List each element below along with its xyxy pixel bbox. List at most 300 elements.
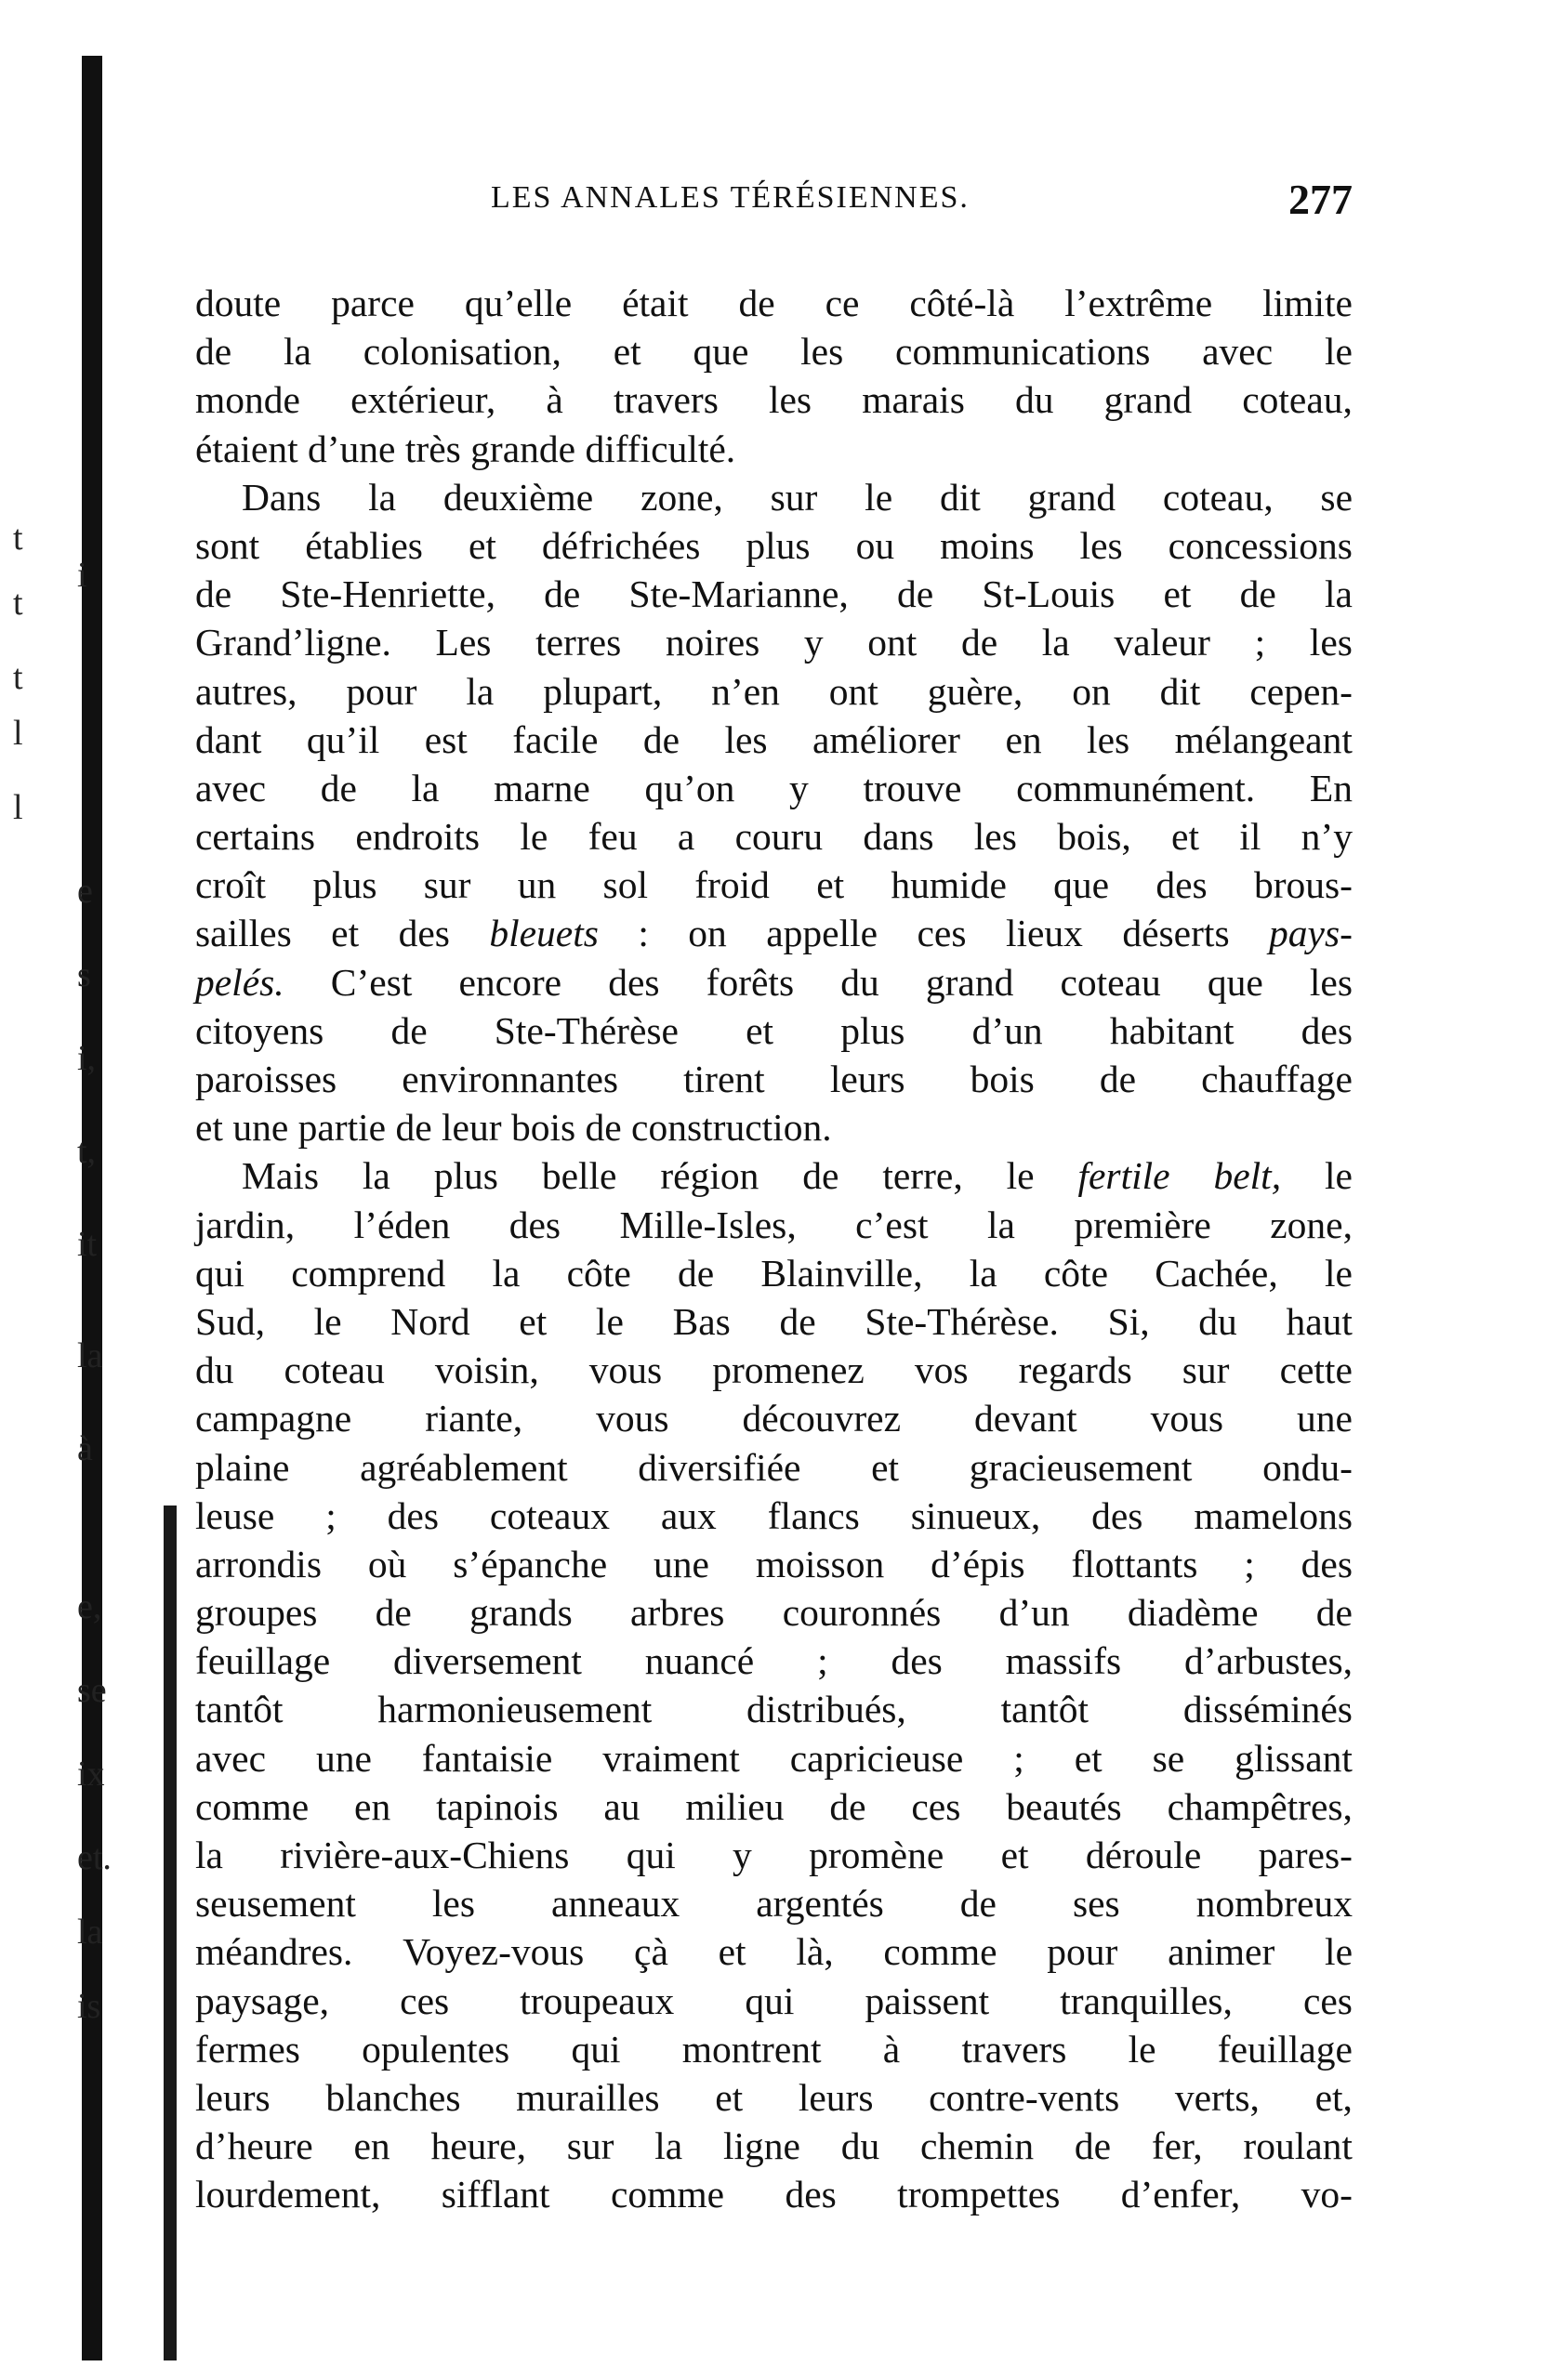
word: dans: [863, 815, 934, 859]
word: côté-là: [909, 282, 1015, 324]
text-line: [195, 1927, 1353, 1976]
text-line: [195, 2025, 1353, 2073]
word: première: [1074, 1203, 1211, 1246]
word: Mille-Isles,: [619, 1203, 797, 1246]
word: la: [986, 1203, 1015, 1246]
word: et: [1074, 1736, 1103, 1780]
word: ces: [917, 912, 967, 955]
word: sur: [770, 475, 818, 519]
word: bois: [970, 1058, 1035, 1100]
word: ces: [1302, 1979, 1353, 2022]
page-header: [195, 175, 1353, 230]
word: les: [1309, 621, 1353, 664]
word: arrondis: [195, 1542, 322, 1585]
word: nombreux: [1195, 1882, 1353, 1926]
word: les: [768, 378, 812, 422]
text-line: [195, 1055, 1353, 1103]
word: ;: [817, 1639, 828, 1683]
word: vos: [914, 1348, 969, 1392]
word: dant: [195, 717, 262, 761]
gutter-fragment: t: [13, 519, 23, 558]
word: des: [785, 2173, 837, 2216]
word: les: [973, 815, 1017, 859]
gutter-fragment: t,: [77, 1132, 97, 1171]
word: montrent: [681, 2027, 822, 2071]
word: bois: [510, 1106, 586, 1150]
word: Blainville,: [760, 1251, 923, 1295]
word: améliorer: [812, 717, 960, 761]
word: grande: [470, 427, 586, 470]
word: St-Louis: [982, 572, 1116, 616]
word: très: [404, 427, 471, 470]
text-line: [195, 1006, 1353, 1055]
text-line: [195, 909, 1353, 957]
text-line: [195, 764, 1353, 812]
word: coteau: [1060, 960, 1161, 1004]
word: les: [1087, 717, 1130, 761]
word: la: [492, 1251, 521, 1295]
word: tantôt: [1000, 1688, 1089, 1731]
word: dit: [939, 475, 981, 519]
word: Bas: [672, 1299, 731, 1343]
word: et: [468, 523, 496, 567]
word: Sud,: [195, 1299, 265, 1343]
word: ont: [867, 621, 918, 664]
word: travers: [961, 2027, 1067, 2071]
word: Ste-Thérèse: [494, 1008, 679, 1052]
word: fertile: [1077, 1154, 1170, 1198]
word: avec: [195, 766, 267, 809]
word: des: [1155, 863, 1208, 907]
word: de: [395, 1106, 442, 1150]
word: des: [398, 912, 450, 955]
word: harmonieusement: [377, 1688, 653, 1731]
word: cette: [1279, 1348, 1353, 1392]
word: belle: [541, 1154, 617, 1198]
word: ;: [325, 1493, 337, 1537]
word: leurs: [798, 2075, 874, 2119]
word: forêts: [706, 960, 795, 1004]
running-title: LES ANNALES TÉRÉSIENNES.: [491, 180, 970, 215]
word: les: [724, 717, 768, 761]
text-line: [195, 375, 1353, 424]
word: plus: [840, 1008, 905, 1052]
word: massifs: [1005, 1639, 1122, 1683]
word: diadème: [1127, 1591, 1259, 1635]
word: le: [1128, 2027, 1156, 2071]
word: et: [715, 2075, 744, 2119]
word: qu’il: [306, 717, 380, 761]
word: région: [660, 1154, 759, 1198]
word: construction.: [631, 1106, 832, 1150]
word: la: [1041, 621, 1070, 664]
word: est: [424, 717, 468, 761]
word: du: [840, 2124, 880, 2168]
word: pays-: [1269, 912, 1353, 955]
word: vous: [588, 1348, 663, 1392]
word: et: [1171, 815, 1199, 859]
word: qui: [571, 2027, 621, 2071]
word: beautés: [1006, 1784, 1122, 1828]
word: Voyez-vous: [403, 1930, 585, 1974]
word: plus: [433, 1154, 498, 1198]
word: leur: [442, 1106, 511, 1150]
word: paysage,: [195, 1979, 330, 2022]
word: plus: [312, 863, 377, 907]
word: voisin,: [434, 1348, 539, 1392]
text-line: [195, 570, 1353, 618]
word: belt,: [1213, 1154, 1282, 1198]
word: et: [519, 1299, 548, 1343]
word: les: [1079, 523, 1123, 567]
word: parce: [331, 282, 415, 324]
word: deuxième: [442, 475, 594, 519]
word: de: [544, 572, 581, 616]
word: jardin,: [195, 1203, 296, 1246]
text-line: [195, 958, 1353, 1006]
word: trompettes: [897, 2173, 1061, 2216]
text-line: [195, 618, 1353, 666]
word: promène: [809, 1834, 944, 1876]
word: feuillage: [195, 1639, 331, 1683]
text-line: [195, 1201, 1353, 1249]
text-line: [195, 1977, 1353, 2025]
word: se: [1152, 1736, 1185, 1780]
word: de: [959, 1882, 997, 1926]
gutter-fragment: la: [77, 1913, 103, 1952]
word: promenez: [712, 1348, 865, 1392]
word: :: [638, 912, 649, 955]
word: cepen-: [1249, 669, 1353, 713]
word: humide: [891, 863, 1007, 907]
word: plus: [746, 523, 811, 567]
word: opulentes: [362, 2027, 510, 2071]
word: à: [546, 378, 563, 422]
word: ces: [911, 1784, 961, 1828]
word: le: [595, 1299, 624, 1343]
word: étaient: [195, 427, 308, 470]
word: la: [195, 1834, 223, 1876]
word: déserts: [1122, 912, 1230, 955]
word: s’épanche: [453, 1542, 608, 1585]
text-line: [195, 861, 1353, 909]
word: des: [891, 1639, 943, 1683]
word: le: [1006, 1154, 1035, 1198]
word: en: [353, 2124, 390, 2168]
word: terres: [535, 621, 622, 664]
word: les: [1309, 960, 1353, 1004]
gutter-fragment: s: [77, 955, 91, 994]
word: ou: [855, 523, 895, 567]
word: des: [608, 960, 660, 1004]
gutter-fragment: e: [77, 872, 93, 911]
word: vous: [596, 1397, 669, 1440]
word: autres,: [195, 669, 297, 713]
word: roulant: [1243, 2124, 1353, 2168]
word: des: [1091, 1493, 1143, 1537]
word: l’éden: [353, 1203, 451, 1246]
word: un: [517, 863, 557, 907]
word: sinueux,: [910, 1493, 1041, 1537]
word: le: [1325, 1930, 1353, 1974]
word: la: [1324, 572, 1353, 616]
gutter-fragment: it: [77, 1225, 98, 1264]
text-line: [195, 2122, 1353, 2170]
word: coteaux: [489, 1493, 610, 1537]
word: de: [375, 1591, 412, 1635]
word: de: [585, 1106, 632, 1150]
word: marne: [494, 766, 590, 809]
word: et: [1163, 572, 1192, 616]
word: heure,: [430, 2124, 526, 2168]
text-line: [195, 521, 1353, 570]
word: certains: [195, 815, 316, 859]
word: mamelons: [1194, 1493, 1353, 1537]
word: le: [1324, 1251, 1353, 1295]
word: coteau,: [1242, 378, 1353, 422]
word: les: [431, 1882, 475, 1926]
word: sol: [602, 863, 648, 907]
word: En: [1309, 766, 1353, 809]
word: argentés: [756, 1882, 884, 1926]
word: la: [969, 1251, 997, 1295]
word: difficulté.: [585, 427, 736, 470]
word: leurs: [829, 1058, 905, 1100]
binding-shadow-inner: [164, 1506, 177, 2360]
text-line: [195, 1540, 1353, 1588]
word: et: [1000, 1834, 1029, 1876]
word: sur: [423, 863, 471, 907]
word: Cachée,: [1155, 1251, 1278, 1295]
word: au: [603, 1784, 640, 1828]
text-line: [195, 425, 1353, 473]
word: verts,: [1174, 2075, 1260, 2119]
word: bleuets: [489, 912, 599, 955]
word: a: [677, 815, 695, 859]
word: comme: [883, 1930, 997, 1974]
word: vo-: [1301, 2173, 1353, 2216]
word: flottants: [1071, 1542, 1198, 1585]
word: la: [466, 669, 495, 713]
word: fer,: [1151, 2124, 1203, 2168]
word: communément.: [1016, 766, 1256, 809]
word: du: [1014, 378, 1054, 422]
body-text: [195, 279, 1353, 2219]
text-line: [195, 1782, 1353, 1831]
text-line: [195, 327, 1353, 375]
word: de: [320, 766, 357, 809]
word: de: [1074, 2124, 1112, 2168]
word: plupart,: [543, 669, 663, 713]
page-number: 277: [1288, 176, 1353, 223]
word: et: [613, 330, 641, 374]
text-line: [195, 2170, 1353, 2218]
word: le: [520, 815, 548, 859]
word: la: [654, 2124, 683, 2168]
word: de: [829, 1784, 866, 1828]
word: d’un: [998, 1591, 1070, 1635]
word: Mais: [242, 1154, 319, 1198]
word: Ste-Henriette,: [280, 572, 495, 616]
word: chauffage: [1201, 1058, 1353, 1100]
word: établies: [305, 523, 423, 567]
word: diversement: [393, 1639, 582, 1683]
word: là,: [796, 1930, 834, 1974]
word: avec: [195, 1736, 267, 1780]
word: lieux: [1005, 912, 1083, 955]
word: tranquilles,: [1060, 1979, 1233, 2022]
word: champêtres,: [1167, 1784, 1353, 1828]
word: campagne: [195, 1397, 352, 1440]
word: côte: [1043, 1251, 1108, 1295]
word: défrichées: [541, 523, 701, 567]
word: de: [779, 1299, 816, 1343]
word: y: [733, 1834, 752, 1876]
word: colonisation,: [363, 330, 561, 374]
word: les: [800, 330, 844, 374]
word: ligne: [722, 2124, 800, 2168]
word: n’en: [711, 669, 780, 713]
word: zone,: [1270, 1203, 1353, 1246]
word: facile: [512, 717, 599, 761]
word: leurs: [195, 2075, 271, 2119]
word: diversifiée: [638, 1445, 801, 1489]
word: du: [1198, 1299, 1237, 1343]
word: tirent: [683, 1058, 765, 1100]
gutter-fragment: et.: [77, 1838, 112, 1877]
word: méandres.: [195, 1930, 353, 1974]
gutter-bleed-through: [7, 520, 147, 2286]
word: contre-vents: [929, 2075, 1120, 2119]
word: ;: [1013, 1736, 1024, 1780]
word: nuancé: [644, 1639, 755, 1683]
word: chemin: [919, 2124, 1035, 2168]
word: le: [1324, 330, 1353, 374]
word: on: [688, 912, 727, 955]
word: trouve: [863, 766, 962, 809]
word: sur: [1182, 1348, 1230, 1392]
word: l’extrême: [1064, 282, 1213, 324]
word: qui: [626, 1834, 676, 1876]
word: du: [195, 1348, 234, 1392]
text-line: [195, 1685, 1353, 1733]
word: valeur: [1114, 621, 1211, 664]
word: la: [368, 475, 397, 519]
word: bois,: [1057, 815, 1131, 859]
word: troupeaux: [520, 1979, 675, 2022]
word: endroits: [355, 815, 481, 859]
word: et: [871, 1445, 900, 1489]
word: milieu: [685, 1784, 785, 1828]
word: qui: [195, 1251, 245, 1295]
text-line: [195, 1879, 1353, 1927]
word: en: [354, 1784, 391, 1828]
word: brous-: [1253, 863, 1353, 907]
word: comme: [195, 1784, 310, 1828]
word: vraiment: [602, 1736, 740, 1780]
word: la: [362, 1154, 390, 1198]
gutter-fragment: e,: [77, 1587, 102, 1626]
word: noires: [665, 621, 760, 664]
word: des: [1301, 1542, 1353, 1585]
word: de: [960, 621, 998, 664]
text-line: [195, 1151, 1353, 1200]
word: ;: [1254, 621, 1266, 664]
word: de: [738, 282, 775, 324]
word: couru: [734, 815, 824, 859]
word: des: [508, 1203, 561, 1246]
word: anneaux: [550, 1882, 680, 1926]
gutter-fragment: t: [13, 658, 23, 697]
word: moisson: [755, 1542, 885, 1585]
word: croît: [195, 863, 267, 907]
word: doute: [195, 282, 282, 324]
word: capricieuse: [789, 1736, 964, 1780]
word: animer: [1168, 1930, 1275, 1974]
word: devant: [973, 1397, 1077, 1440]
word: Ste-Thérèse.: [865, 1299, 1059, 1343]
word: communications: [895, 330, 1151, 374]
word: lourdement,: [195, 2173, 381, 2216]
word: feuillage: [1217, 2027, 1353, 2071]
word: extérieur,: [350, 378, 496, 422]
word: d’épis: [931, 1542, 1025, 1585]
word: citoyens: [195, 1008, 324, 1052]
text-line: [195, 1346, 1353, 1394]
word: pour: [346, 669, 417, 713]
word: le: [313, 1299, 342, 1343]
word: regards: [1018, 1348, 1132, 1392]
word: de: [642, 717, 680, 761]
word: ce: [825, 282, 860, 324]
word: moins: [940, 523, 1035, 567]
word: C’est: [330, 960, 413, 1004]
word: qu’on: [644, 766, 735, 809]
word: environnantes: [402, 1058, 619, 1100]
gutter-fragment: l: [13, 788, 23, 827]
word: et: [816, 863, 845, 907]
text-line: [195, 1492, 1353, 1540]
word: de: [195, 330, 232, 374]
text-line: [195, 1297, 1353, 1346]
word: blanches: [325, 2075, 461, 2119]
word: et: [331, 912, 360, 955]
word: et,: [1314, 2075, 1353, 2119]
word: rivière-aux-Chiens: [280, 1834, 570, 1876]
word: aux: [660, 1493, 717, 1537]
word: partie: [297, 1106, 396, 1150]
gutter-fragment: l: [13, 714, 23, 753]
gutter-fragment: t: [13, 584, 23, 623]
word: en: [1005, 717, 1042, 761]
word: haut: [1286, 1299, 1353, 1343]
word: vous: [1150, 1397, 1224, 1440]
word: riante,: [425, 1397, 523, 1440]
word: et: [746, 1008, 774, 1052]
word: c’est: [855, 1203, 929, 1246]
word: de: [1315, 1591, 1353, 1635]
word: n’y: [1301, 815, 1353, 859]
word: Dans: [242, 475, 322, 519]
word: paroisses: [195, 1058, 337, 1100]
word: mélangeant: [1174, 717, 1353, 761]
word: gracieusement: [969, 1445, 1193, 1489]
word: tapinois: [436, 1784, 559, 1828]
word: sifflant: [441, 2173, 550, 2216]
text-line: [195, 812, 1353, 861]
word: d’heure: [195, 2124, 313, 2168]
word: une: [315, 1736, 372, 1780]
